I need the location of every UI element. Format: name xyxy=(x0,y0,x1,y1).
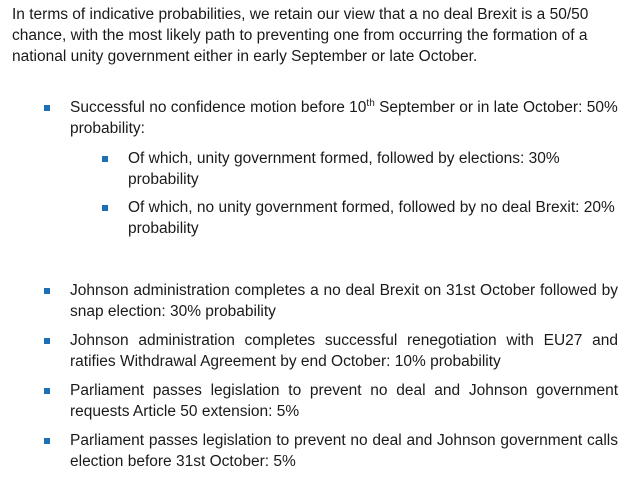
list-item-text-part: Successful no confidence motion before 10 xyxy=(70,99,367,116)
list-item xyxy=(0,380,628,424)
ordinal-superscript: th xyxy=(366,97,375,109)
list-item xyxy=(0,97,628,141)
list-item xyxy=(0,330,628,374)
list-item-text xyxy=(70,97,618,139)
list-item-text: Parliament passes legislation to prevent no deal and Johnson government requests Article 50 extension: 5% xyxy=(70,382,618,420)
bullet-square-icon xyxy=(44,438,50,444)
sub-list-item-text: Of which, unity government formed, followed by elections: 30% probability xyxy=(128,150,560,188)
list-item-text: Parliament passes legislation to prevent no deal and Johnson government calls election before 31st October: 5% xyxy=(70,432,618,470)
list-item-text-part: September or in late October: 50% probability: xyxy=(70,99,618,137)
bullet-square-icon xyxy=(44,388,50,394)
list-item xyxy=(0,280,628,324)
bullet-square-icon xyxy=(102,205,108,211)
bullet-square-icon xyxy=(102,156,108,162)
sub-list-item xyxy=(0,148,628,192)
sub-list-item-text: Of which, no unity government formed, followed by no deal Brexit: 20% probability xyxy=(128,199,615,237)
list-item xyxy=(0,430,628,474)
sub-list-item xyxy=(0,197,628,241)
bullet-square-icon xyxy=(44,338,50,344)
list-item-text: Johnson administration completes successful renegotiation with EU27 and ratifies Withdrawal Agreement by end October: 10% probability xyxy=(70,332,618,370)
intro-paragraph: In terms of indicative probabilities, we retain our view that a no deal Brexit is a 50/50 chance, with the most likely path to preventing one from occurring the formation of a national unity government either in early September or late October. xyxy=(12,6,589,65)
bullet-square-icon xyxy=(44,288,50,294)
bullet-square-icon xyxy=(44,105,50,111)
list-item-text: Johnson administration completes a no deal Brexit on 31st October followed by snap election: 30% probability xyxy=(70,282,618,320)
